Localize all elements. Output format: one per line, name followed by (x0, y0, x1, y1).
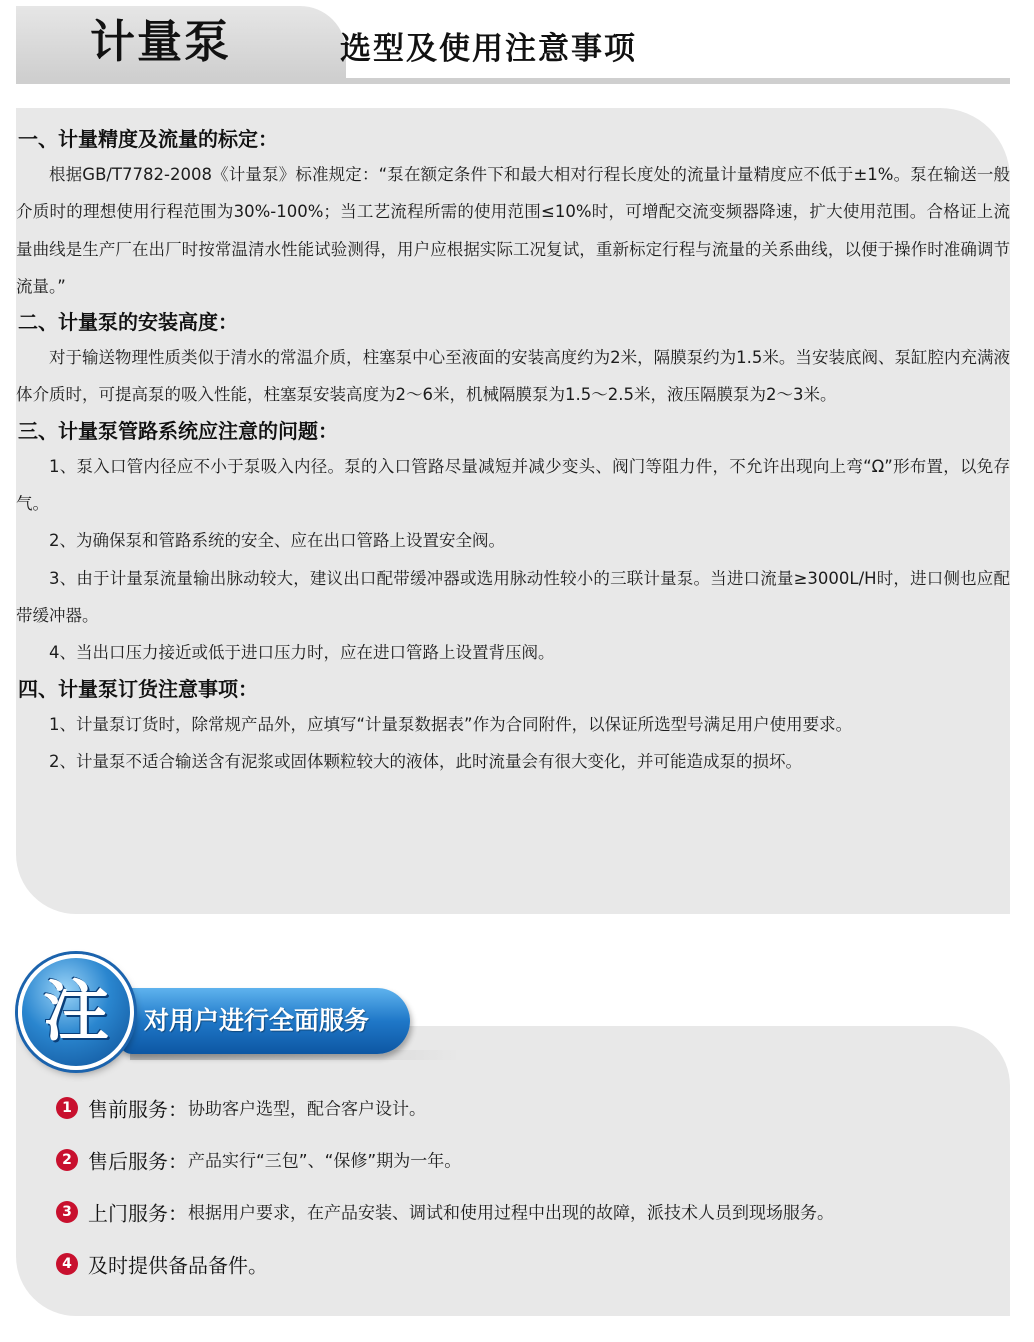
service-item-desc: 协助客户选型，配合客户设计。 (188, 1099, 426, 1120)
section-heading: 四、计量泵订货注意事项： (18, 676, 258, 701)
service-item-title: 上门服务： (88, 1201, 188, 1226)
number-badge-icon: 1 (56, 1097, 78, 1119)
service-item-desc: 根据用户要求，在产品安装、调试和使用过程中出现的故障，派技术人员到现场服务。 (188, 1203, 834, 1224)
service-item-onsite (56, 1198, 834, 1228)
section-paragraph: 4、当出口压力接近或低于进口压力时，应在进口管路上设置背压阀。 (49, 643, 555, 663)
service-item-desc: 产品实行“三包”、“保修”期为一年。 (188, 1151, 462, 1172)
section-paragraph: 1、计量泵订货时，除常规产品外，应填写“计量泵数据表”作为合同附件，以保证所选型号满足用户使用要求。 (49, 714, 853, 734)
section-paragraph: 2、计量泵不适合输送含有泥浆或固体颗粒较大的液体，此时流量会有很大变化，并可能造成泵的损坏。 (49, 751, 802, 771)
service-item-title: 售前服务： (88, 1097, 188, 1122)
number-badge-icon: 2 (56, 1149, 78, 1171)
notes-content (16, 122, 1010, 780)
section-heading: 一、计量精度及流量的标定： (18, 127, 278, 151)
service-item-aftersale (56, 1146, 461, 1176)
section-paragraph: 对于输送物理性质类似于清水的常温介质，柱塞泵中心至液面的安装高度约为2米，隔膜泵约为1.5米。当安装底阀、泵缸腔内充满液体介质时，可提高泵的吸入性能，柱塞泵安装高度为2～6米，机械隔膜泵为1.5～2.5米，液压隔膜泵为2～3米。 (16, 348, 1010, 405)
service-item-presale (56, 1094, 426, 1124)
service-item-title: 及时提供备品备件。 (88, 1253, 268, 1278)
page-subtitle: 选型及使用注意事项 (340, 31, 637, 67)
header-underline (16, 78, 1010, 84)
section-calibration (16, 122, 1010, 305)
section-paragraph: 1、泵入口管内径应不小于泵吸入内径。泵的入口管路尽量减短并减少变头、阀门等阻力件，不允许出现向上弯“Ω”形布置，以免存气。 (16, 456, 1010, 514)
service-item-spare-parts (56, 1250, 268, 1280)
section-heading: 三、计量泵管路系统应注意的问题： (18, 418, 338, 443)
page-title: 计量泵 (90, 15, 232, 68)
section-install-height (16, 305, 1010, 414)
section-paragraph: 根据GB/T7782-2008《计量泵》标准规定：“泵在额定条件下和最大相对行程长度处的流量计量精度应不低于±1%。泵在输送一般介质时的理想使用行程范围为30%-100%；当工艺流程所需的使用范围≤10%时，可增配交流变频器降速，扩大使用范围。合格证上流量曲线是生产厂在出厂时按常温清水性能试验测得，用户应根据实际工况复试，重新标定行程与流量的关系曲线，以便于操作时准确调节流量。” (16, 165, 1010, 296)
service-item-title: 售后服务： (88, 1149, 188, 1174)
section-piping (16, 414, 1010, 672)
number-badge-icon: 3 (56, 1201, 78, 1223)
section-paragraph: 3、由于计量泵流量输出脉动较大，建议出口配带缓冲器或选用脉动性较小的三联计量泵。当进口流量≥3000L/H时，进口侧也应配带缓冲器。 (16, 568, 1010, 625)
service-title: 对用户进行全面服务 (144, 1006, 370, 1035)
note-badge-text: 注 (43, 973, 109, 1050)
note-badge-icon (18, 954, 134, 1070)
section-paragraph: 2、为确保泵和管路系统的安全、应在出口管路上设置安全阀。 (49, 531, 505, 551)
section-heading: 二、计量泵的安装高度： (18, 310, 238, 335)
section-ordering (16, 672, 1010, 781)
service-banner (120, 988, 410, 1054)
number-badge-icon: 4 (56, 1253, 78, 1275)
